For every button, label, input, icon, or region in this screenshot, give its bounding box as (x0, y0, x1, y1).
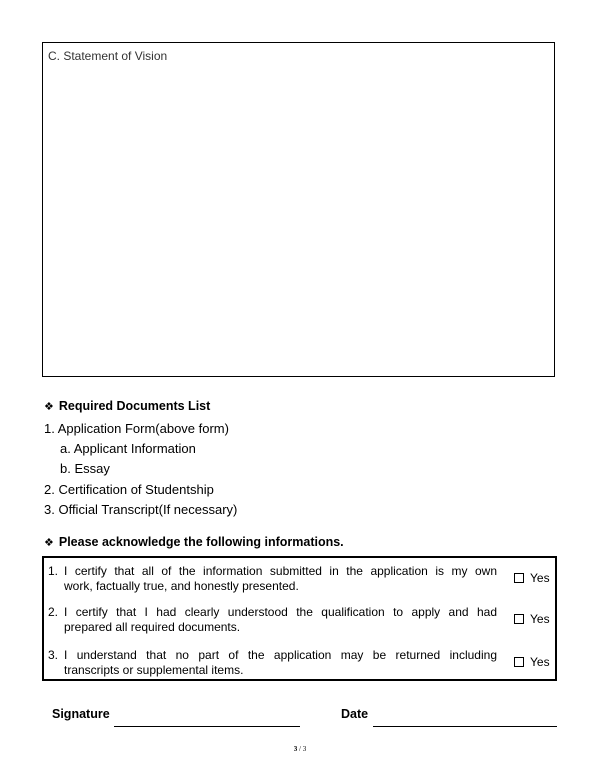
date-line[interactable] (373, 726, 557, 727)
acknowledgement-number: 2. (48, 605, 59, 619)
checkbox-icon[interactable] (514, 573, 524, 583)
yes-checkbox[interactable]: Yes (514, 612, 550, 626)
statement-of-vision-box[interactable] (42, 42, 555, 377)
required-documents-heading: ❖ Required Documents List (44, 399, 211, 413)
acknowledgement-text: I certify that I had clearly understood the qualification to apply and had prepared all required documents. (64, 605, 497, 634)
acknowledgement-number: 1. (48, 564, 59, 578)
page-number: 3 / 3 (293, 745, 307, 753)
acknowledgement-text: I certify that all of the information submitted in the application is my own work, factually true, and honestly presented. (64, 564, 497, 593)
required-documents-list (44, 419, 237, 520)
yes-checkbox[interactable]: Yes (514, 655, 550, 669)
list-item: 2. Certification of Studentship (44, 481, 214, 497)
date-label: Date (341, 707, 369, 721)
signature-label: Signature (52, 707, 110, 721)
acknowledgement-box (42, 556, 557, 681)
yes-checkbox[interactable]: Yes (514, 571, 550, 585)
list-item: b. Essay (60, 461, 110, 477)
list-item: 3. Official Transcript(If necessary) (44, 501, 238, 517)
diamond-bullet-icon: ❖ (44, 401, 54, 413)
list-item: a. Applicant Information (60, 441, 196, 457)
statement-of-vision-label: C. Statement of Vision (48, 49, 168, 63)
checkbox-icon[interactable] (514, 614, 524, 624)
acknowledgement-number: 3. (48, 648, 59, 662)
acknowledgement-text: I understand that no part of the application may be returned including transcripts or supplemental items. (64, 648, 497, 677)
list-item: 1. Application Form(above form) (44, 421, 229, 436)
signature-line[interactable] (114, 726, 300, 727)
checkbox-icon[interactable] (514, 657, 524, 667)
diamond-bullet-icon: ❖ (44, 537, 54, 549)
acknowledge-heading: ❖ Please acknowledge the following informations. (44, 535, 344, 549)
